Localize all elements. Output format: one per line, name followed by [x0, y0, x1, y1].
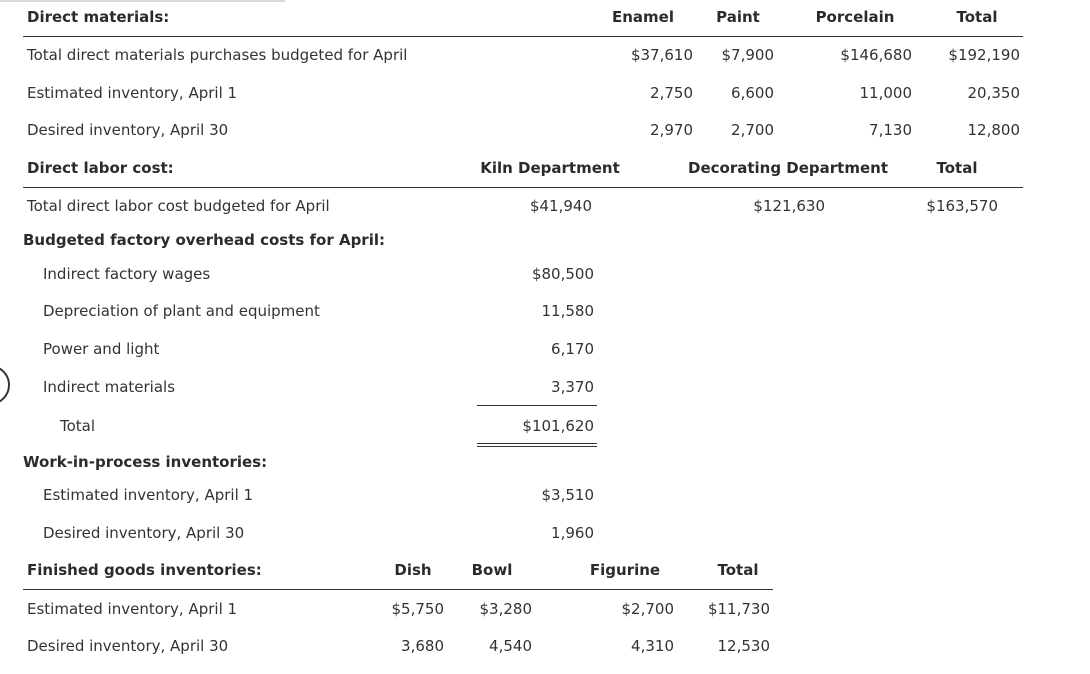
finished-cell: 4,310 [631, 637, 674, 655]
materials-cell: 20,350 [967, 84, 1020, 102]
col-total-materials: Total [956, 8, 998, 26]
col-decorating-department: Decorating Department [688, 159, 888, 177]
finished-header-rule [23, 589, 773, 590]
col-bowl: Bowl [471, 561, 513, 579]
wip-cell: $3,510 [541, 486, 594, 504]
col-paint: Paint [716, 8, 760, 26]
labor-header-rule [23, 187, 1023, 188]
materials-cell: 7,130 [869, 121, 912, 139]
materials-row-label: Desired inventory, April 30 [27, 121, 229, 139]
overhead-total-double-rule [477, 443, 597, 447]
top-scroll-edge [0, 0, 285, 2]
overhead-subtotal-rule [477, 405, 597, 406]
overhead-cell: $80,500 [531, 265, 594, 283]
wip-row-label: Estimated inventory, April 1 [43, 486, 254, 504]
finished-row-label: Estimated inventory, April 1 [27, 600, 238, 618]
finished-goods-heading: Finished goods inventories: [27, 561, 262, 579]
materials-cell: 2,700 [731, 121, 774, 139]
overhead-total-label: Total [60, 417, 96, 435]
overhead-total-value: $101,620 [522, 417, 594, 435]
materials-cell: $7,900 [721, 46, 774, 64]
direct-labor-heading: Direct labor cost: [27, 159, 174, 177]
col-total-finished: Total [717, 561, 759, 579]
finished-row-label: Desired inventory, April 30 [27, 637, 229, 655]
materials-row-label: Total direct materials purchases budgeted for April [27, 46, 408, 64]
wip-row-label: Desired inventory, April 30 [43, 524, 245, 542]
materials-cell: 6,600 [731, 84, 774, 102]
finished-cell: 3,680 [401, 637, 444, 655]
materials-cell: 2,750 [650, 84, 693, 102]
col-figurine: Figurine [589, 561, 661, 579]
materials-cell: 11,000 [859, 84, 912, 102]
wip-cell: 1,960 [551, 524, 594, 542]
col-porcelain: Porcelain [815, 8, 895, 26]
labor-cell: $121,630 [753, 197, 825, 215]
finished-cell: 4,540 [489, 637, 532, 655]
materials-cell: $146,680 [840, 46, 912, 64]
col-total-labor: Total [936, 159, 978, 177]
overhead-row-label: Power and light [43, 340, 160, 358]
materials-cell: $192,190 [948, 46, 1020, 64]
left-edge-circle-icon [0, 365, 10, 405]
overhead-row-label: Indirect materials [43, 378, 176, 396]
overhead-cell: 11,580 [541, 302, 594, 320]
direct-materials-heading: Direct materials: [27, 8, 170, 26]
overhead-row-label: Depreciation of plant and equipment [43, 302, 320, 320]
col-dish: Dish [394, 561, 432, 579]
overhead-heading: Budgeted factory overhead costs for April: [23, 231, 385, 249]
col-enamel: Enamel [612, 8, 674, 26]
materials-cell: 12,800 [967, 121, 1020, 139]
overhead-cell: 3,370 [551, 378, 594, 396]
materials-cell: $37,610 [630, 46, 693, 64]
materials-cell: 2,970 [650, 121, 693, 139]
labor-cell: $163,570 [926, 197, 998, 215]
finished-cell: $2,700 [621, 600, 674, 618]
finished-cell: $5,750 [391, 600, 444, 618]
materials-header-rule [23, 36, 1023, 37]
labor-cell: $41,940 [529, 197, 592, 215]
overhead-row-label: Indirect factory wages [43, 265, 211, 283]
finished-cell: $11,730 [707, 600, 770, 618]
materials-row-label: Estimated inventory, April 1 [27, 84, 238, 102]
labor-row-label: Total direct labor cost budgeted for April [27, 197, 330, 215]
wip-heading: Work-in-process inventories: [23, 453, 268, 471]
finished-cell: 12,530 [717, 637, 770, 655]
finished-cell: $3,280 [479, 600, 532, 618]
col-kiln-department: Kiln Department [480, 159, 620, 177]
overhead-cell: 6,170 [551, 340, 594, 358]
